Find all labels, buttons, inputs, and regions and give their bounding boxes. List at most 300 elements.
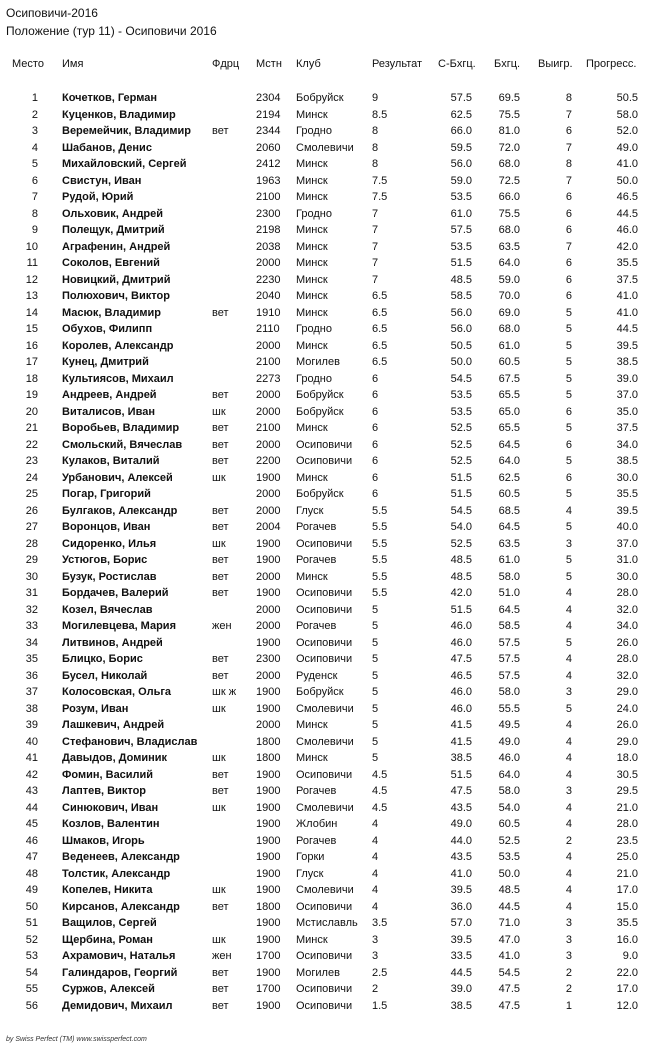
- cell-progress: 12.0: [616, 999, 638, 1012]
- cell-result: 8: [372, 158, 379, 170]
- cell-progress: 21.0: [616, 867, 638, 880]
- cell-place: 55: [25, 983, 38, 995]
- header-place: Место: [12, 58, 44, 70]
- cell-rating: 2000: [256, 257, 281, 269]
- cell-club: Гродно: [296, 323, 332, 335]
- cell-place: 1: [31, 92, 38, 104]
- cell-progress: 31.0: [616, 554, 638, 566]
- cell-result: 5: [372, 752, 379, 764]
- cell-wins: 4: [565, 768, 572, 781]
- cell-place: 16: [25, 339, 38, 352]
- cell-federation: вет: [212, 785, 229, 797]
- cell-buchholz: 68.0: [498, 158, 520, 170]
- cell-name: Полещук, Дмитрий: [62, 224, 165, 236]
- cell-buchholz: 70.0: [498, 290, 520, 302]
- cell-buchholz: 49.5: [498, 719, 520, 731]
- cell-result: 4: [372, 834, 379, 847]
- cell-club: Бобруйск: [296, 488, 344, 500]
- cell-place: 12: [25, 273, 38, 286]
- cell-name: Бусел, Николай: [62, 669, 148, 682]
- cell-name: Булгаков, Александр: [62, 504, 178, 517]
- cell-place: 35: [25, 653, 38, 665]
- cell-rating: 2304: [256, 92, 281, 104]
- cell-place: 29: [25, 554, 38, 566]
- cell-sonneborn-berger: 47.5: [450, 653, 472, 665]
- cell-buchholz: 63.5: [498, 240, 520, 253]
- cell-buchholz: 60.5: [498, 818, 520, 830]
- cell-club: Минск: [296, 471, 328, 484]
- cell-progress: 21.0: [616, 801, 638, 814]
- cell-wins: 5: [565, 323, 572, 335]
- cell-progress: 29.0: [616, 735, 638, 748]
- cell-buchholz: 59.0: [498, 273, 520, 286]
- cell-result: 5: [372, 653, 379, 665]
- cell-federation: жен: [212, 620, 232, 632]
- cell-place: 3: [31, 125, 38, 137]
- cell-sonneborn-berger: 53.5: [450, 240, 472, 253]
- cell-name: Погар, Григорий: [62, 488, 151, 500]
- cell-place: 21: [25, 422, 38, 434]
- cell-progress: 28.0: [616, 653, 638, 665]
- cell-buchholz: 63.5: [498, 537, 520, 550]
- cell-sonneborn-berger: 53.5: [450, 405, 472, 418]
- cell-progress: 44.5: [616, 207, 638, 220]
- cell-club: Могилев: [296, 966, 340, 979]
- cell-rating: 1800: [256, 752, 281, 764]
- cell-sonneborn-berger: 56.0: [450, 323, 472, 335]
- table-row: [0, 288, 650, 305]
- table-row: [0, 90, 650, 107]
- cell-wins: 7: [565, 174, 572, 187]
- cell-progress: 39.5: [616, 504, 638, 517]
- cell-name: Урбанович, Алексей: [62, 471, 173, 484]
- cell-place: 50: [25, 900, 38, 913]
- cell-wins: 3: [565, 686, 572, 698]
- cell-federation: вет: [212, 983, 229, 995]
- cell-buchholz: 64.0: [498, 257, 520, 269]
- cell-progress: 34.0: [616, 620, 638, 632]
- cell-place: 48: [25, 867, 38, 880]
- cell-result: 6: [372, 372, 379, 385]
- cell-club: Осиповичи: [296, 455, 353, 467]
- table-row: [0, 123, 650, 140]
- cell-progress: 37.0: [616, 537, 638, 550]
- cell-rating: 1900: [256, 933, 281, 946]
- cell-wins: 3: [565, 917, 572, 929]
- cell-rating: 2110: [256, 323, 280, 335]
- cell-result: 2.5: [372, 966, 388, 979]
- cell-rating: 2230: [256, 273, 281, 286]
- cell-name: Фомин, Василий: [62, 768, 154, 781]
- table-row: [0, 783, 650, 800]
- cell-club: Осиповичи: [296, 587, 353, 599]
- cell-name: Лаптев, Виктор: [62, 785, 147, 797]
- cell-result: 9: [372, 92, 379, 104]
- header-federation: Фдрц: [212, 58, 240, 70]
- table-row: [0, 602, 650, 619]
- cell-name: Суржов, Алексей: [62, 983, 155, 995]
- cell-rating: 2300: [256, 207, 281, 220]
- cell-rating: 2412: [256, 158, 281, 170]
- cell-rating: 1900: [256, 867, 281, 880]
- cell-rating: 1800: [256, 735, 281, 748]
- table-row: [0, 569, 650, 586]
- cell-progress: 35.5: [616, 257, 638, 269]
- cell-sonneborn-berger: 56.0: [450, 306, 472, 319]
- cell-result: 5: [372, 702, 379, 715]
- cell-club: Минск: [296, 422, 328, 434]
- cell-club: Рогачев: [296, 554, 337, 566]
- cell-wins: 1: [565, 999, 572, 1012]
- cell-buchholz: 65.5: [498, 389, 520, 401]
- table-row: [0, 107, 650, 124]
- cell-sonneborn-berger: 56.0: [450, 158, 472, 170]
- cell-wins: 4: [565, 752, 572, 764]
- cell-result: 8.5: [372, 108, 388, 121]
- cell-place: 37: [25, 686, 38, 698]
- cell-progress: 52.0: [616, 125, 638, 137]
- cell-wins: 2: [565, 966, 572, 979]
- cell-rating: 1900: [256, 851, 281, 863]
- cell-rating: 2000: [256, 504, 281, 517]
- table-row: [0, 206, 650, 223]
- cell-rating: 1963: [256, 174, 281, 187]
- cell-wins: 5: [565, 372, 572, 385]
- cell-result: 7.5: [372, 174, 388, 187]
- cell-name: Шабанов, Денис: [62, 141, 152, 154]
- cell-progress: 34.0: [616, 438, 638, 451]
- table-row: [0, 915, 650, 932]
- cell-club: Бобруйск: [296, 686, 344, 698]
- cell-wins: 7: [565, 240, 572, 253]
- cell-buchholz: 64.0: [498, 455, 520, 467]
- cell-sonneborn-berger: 52.5: [450, 455, 472, 467]
- cell-result: 7: [372, 257, 379, 269]
- cell-federation: шк: [212, 405, 226, 418]
- cell-federation: шк: [212, 537, 226, 550]
- cell-wins: 4: [565, 867, 572, 880]
- cell-progress: 37.5: [616, 422, 638, 434]
- table-row: [0, 470, 650, 487]
- cell-result: 6: [372, 422, 379, 434]
- cell-result: 4.5: [372, 785, 388, 797]
- cell-club: Осиповичи: [296, 636, 353, 649]
- cell-rating: 2040: [256, 290, 281, 302]
- cell-name: Свистун, Иван: [62, 174, 142, 187]
- cell-buchholz: 47.5: [498, 983, 520, 995]
- cell-buchholz: 64.5: [498, 603, 520, 616]
- cell-sonneborn-berger: 57.0: [450, 917, 472, 929]
- cell-sonneborn-berger: 59.5: [450, 141, 472, 154]
- table-row: [0, 173, 650, 190]
- cell-federation: вет: [212, 554, 229, 566]
- cell-rating: 1900: [256, 818, 281, 830]
- cell-name: Новицкий, Дмитрий: [62, 273, 171, 286]
- cell-name: Воробьев, Владимир: [62, 422, 180, 434]
- cell-wins: 6: [565, 191, 572, 203]
- cell-name: Кунец, Дмитрий: [62, 356, 149, 368]
- cell-wins: 3: [565, 785, 572, 797]
- cell-place: 28: [25, 537, 38, 550]
- cell-sonneborn-berger: 52.5: [450, 537, 472, 550]
- cell-name: Могилевцева, Мария: [62, 620, 176, 632]
- cell-result: 4: [372, 900, 379, 913]
- cell-name: Синюкович, Иван: [62, 801, 159, 814]
- cell-wins: 6: [565, 405, 572, 418]
- cell-place: 14: [25, 306, 38, 319]
- cell-wins: 6: [565, 438, 572, 451]
- cell-name: Колосовская, Ольга: [62, 686, 172, 698]
- cell-name: Рудой, Юрий: [62, 191, 134, 203]
- cell-place: 32: [25, 603, 38, 616]
- cell-club: Минск: [296, 108, 328, 121]
- cell-result: 5: [372, 719, 379, 731]
- cell-progress: 16.0: [616, 933, 638, 946]
- cell-sonneborn-berger: 38.5: [450, 752, 472, 764]
- cell-place: 27: [25, 521, 38, 533]
- cell-wins: 3: [565, 537, 572, 550]
- cell-sonneborn-berger: 57.5: [450, 92, 472, 104]
- cell-progress: 35.0: [616, 405, 638, 418]
- cell-result: 5: [372, 686, 379, 698]
- table-row: [0, 371, 650, 388]
- cell-club: Минск: [296, 570, 328, 583]
- cell-wins: 5: [565, 422, 572, 434]
- cell-sonneborn-berger: 39.5: [450, 884, 472, 896]
- cell-rating: 1900: [256, 537, 281, 550]
- cell-wins: 7: [565, 108, 572, 121]
- cell-result: 6: [372, 389, 379, 401]
- cell-progress: 50.0: [616, 174, 638, 187]
- cell-buchholz: 49.0: [498, 735, 520, 748]
- cell-wins: 6: [565, 273, 572, 286]
- cell-buchholz: 50.0: [498, 867, 520, 880]
- cell-buchholz: 60.5: [498, 488, 520, 500]
- table-row: [0, 140, 650, 157]
- cell-buchholz: 58.0: [498, 785, 520, 797]
- cell-club: Бобруйск: [296, 389, 344, 401]
- cell-progress: 58.0: [616, 108, 638, 121]
- cell-wins: 5: [565, 488, 572, 500]
- cell-name: Шмаков, Игорь: [62, 834, 145, 847]
- cell-name: Ващилов, Сергей: [62, 917, 157, 929]
- cell-progress: 25.0: [616, 851, 638, 863]
- cell-name: Бузук, Ростислав: [62, 570, 157, 583]
- cell-club: Рогачев: [296, 834, 337, 847]
- cell-club: Осиповичи: [296, 653, 353, 665]
- cell-club: Рогачев: [296, 620, 337, 632]
- table-row: [0, 536, 650, 553]
- cell-place: 9: [31, 224, 38, 236]
- cell-sonneborn-berger: 44.5: [450, 966, 472, 979]
- cell-buchholz: 57.5: [498, 636, 520, 649]
- cell-federation: шк ж: [212, 686, 237, 698]
- table-row: [0, 552, 650, 569]
- cell-wins: 3: [565, 950, 572, 962]
- cell-rating: 1900: [256, 834, 281, 847]
- cell-sonneborn-berger: 48.5: [450, 570, 472, 583]
- cell-place: 41: [25, 752, 38, 764]
- cell-progress: 24.0: [616, 702, 638, 715]
- cell-buchholz: 47.5: [498, 999, 520, 1012]
- cell-result: 5: [372, 620, 379, 632]
- cell-place: 54: [25, 966, 38, 979]
- table-row: [0, 767, 650, 784]
- table-row: [0, 189, 650, 206]
- cell-result: 4.5: [372, 768, 388, 781]
- cell-sonneborn-berger: 46.0: [450, 686, 472, 698]
- cell-buchholz: 69.5: [498, 92, 520, 104]
- cell-name: Щербина, Роман: [62, 933, 153, 946]
- cell-buchholz: 51.0: [498, 587, 520, 599]
- table-row: [0, 849, 650, 866]
- cell-place: 40: [25, 735, 38, 748]
- cell-place: 8: [31, 207, 38, 220]
- cell-result: 4: [372, 884, 379, 896]
- cell-rating: 1900: [256, 686, 281, 698]
- cell-progress: 40.0: [616, 521, 638, 533]
- cell-result: 8: [372, 125, 379, 137]
- cell-name: Масюк, Владимир: [62, 306, 161, 319]
- table-row: [0, 833, 650, 850]
- cell-name: Королев, Александр: [62, 339, 174, 352]
- cell-result: 5.5: [372, 521, 388, 533]
- cell-progress: 30.0: [616, 471, 638, 484]
- cell-buchholz: 57.5: [498, 669, 520, 682]
- cell-name: Куценков, Владимир: [62, 108, 176, 121]
- document-subtitle: Положение (тур 11) - Осиповичи 2016: [6, 24, 217, 38]
- cell-club: Осиповичи: [296, 438, 353, 451]
- cell-sonneborn-berger: 51.5: [450, 488, 472, 500]
- cell-progress: 39.5: [616, 339, 638, 352]
- table-row: [0, 965, 650, 982]
- header-buchholz: Бхгц.: [494, 58, 521, 70]
- cell-wins: 4: [565, 884, 572, 896]
- cell-club: Минск: [296, 752, 328, 764]
- cell-wins: 4: [565, 603, 572, 616]
- cell-place: 7: [31, 191, 38, 203]
- cell-result: 6: [372, 438, 379, 451]
- cell-buchholz: 55.5: [498, 702, 520, 715]
- table-row: [0, 998, 650, 1015]
- table-row: [0, 816, 650, 833]
- cell-result: 8: [372, 141, 379, 154]
- cell-rating: 2194: [256, 108, 281, 121]
- cell-place: 43: [25, 785, 38, 797]
- table-row: [0, 585, 650, 602]
- cell-wins: 6: [565, 290, 572, 302]
- cell-club: Осиповичи: [296, 603, 353, 616]
- cell-wins: 8: [565, 158, 572, 170]
- cell-result: 6.5: [372, 306, 388, 319]
- cell-wins: 4: [565, 818, 572, 830]
- cell-rating: 1700: [256, 950, 281, 962]
- cell-buchholz: 60.5: [498, 356, 520, 368]
- cell-place: 46: [25, 834, 38, 847]
- cell-result: 5.5: [372, 537, 388, 550]
- cell-wins: 7: [565, 141, 572, 154]
- cell-place: 25: [25, 488, 38, 500]
- cell-progress: 29.0: [616, 686, 638, 698]
- cell-place: 18: [25, 372, 38, 385]
- cell-place: 39: [25, 719, 38, 731]
- table-row: [0, 932, 650, 949]
- cell-club: Жлобин: [296, 818, 338, 830]
- cell-club: Гродно: [296, 372, 332, 385]
- table-row: [0, 387, 650, 404]
- cell-place: 20: [25, 405, 38, 418]
- cell-federation: вет: [212, 125, 229, 137]
- cell-place: 23: [25, 455, 38, 467]
- cell-progress: 39.0: [616, 372, 638, 385]
- cell-name: Розум, Иван: [62, 702, 129, 715]
- cell-federation: шк: [212, 801, 226, 814]
- cell-place: 4: [31, 141, 38, 154]
- cell-sonneborn-berger: 51.5: [450, 603, 472, 616]
- cell-result: 1.5: [372, 999, 388, 1012]
- cell-sonneborn-berger: 53.5: [450, 191, 472, 203]
- cell-rating: 2344: [256, 125, 281, 137]
- cell-club: Горки: [296, 851, 325, 863]
- cell-rating: 2000: [256, 719, 281, 731]
- cell-rating: 2100: [256, 356, 281, 368]
- cell-progress: 46.0: [616, 224, 638, 236]
- cell-sonneborn-berger: 62.5: [450, 108, 472, 121]
- cell-place: 31: [25, 587, 38, 599]
- cell-club: Осиповичи: [296, 983, 353, 995]
- cell-result: 3: [372, 933, 379, 946]
- cell-sonneborn-berger: 46.0: [450, 636, 472, 649]
- cell-sonneborn-berger: 39.0: [450, 983, 472, 995]
- cell-place: 6: [31, 174, 38, 187]
- cell-place: 5: [31, 158, 38, 170]
- cell-club: Минск: [296, 257, 328, 269]
- cell-buchholz: 65.0: [498, 405, 520, 418]
- cell-wins: 5: [565, 339, 572, 352]
- cell-wins: 5: [565, 702, 572, 715]
- cell-federation: вет: [212, 768, 229, 781]
- cell-name: Ахрамович, Наталья: [62, 950, 176, 962]
- cell-buchholz: 52.5: [498, 834, 520, 847]
- cell-sonneborn-berger: 53.5: [450, 389, 472, 401]
- cell-federation: вет: [212, 966, 229, 979]
- cell-wins: 5: [565, 636, 572, 649]
- cell-name: Козел, Вячеслав: [62, 603, 153, 616]
- cell-rating: 1700: [256, 983, 281, 995]
- table-row: [0, 668, 650, 685]
- header-progress: Прогресс.: [586, 58, 637, 70]
- cell-federation: вет: [212, 455, 229, 467]
- cell-sonneborn-berger: 51.5: [450, 257, 472, 269]
- cell-sonneborn-berger: 51.5: [450, 471, 472, 484]
- table-row: [0, 899, 650, 916]
- cell-federation: шк: [212, 471, 226, 484]
- cell-sonneborn-berger: 59.0: [450, 174, 472, 187]
- cell-name: Блицко, Борис: [62, 653, 143, 665]
- cell-sonneborn-berger: 54.0: [450, 521, 472, 533]
- cell-buchholz: 75.5: [498, 207, 520, 220]
- cell-progress: 38.5: [616, 356, 638, 368]
- cell-progress: 26.0: [616, 719, 638, 731]
- cell-name: Толстик, Александр: [62, 867, 171, 880]
- cell-result: 5: [372, 603, 379, 616]
- cell-result: 7: [372, 240, 379, 253]
- cell-federation: шк: [212, 933, 226, 946]
- header-club: Клуб: [296, 58, 321, 70]
- cell-sonneborn-berger: 50.5: [450, 339, 472, 352]
- cell-rating: 2100: [256, 422, 281, 434]
- cell-federation: вет: [212, 653, 229, 665]
